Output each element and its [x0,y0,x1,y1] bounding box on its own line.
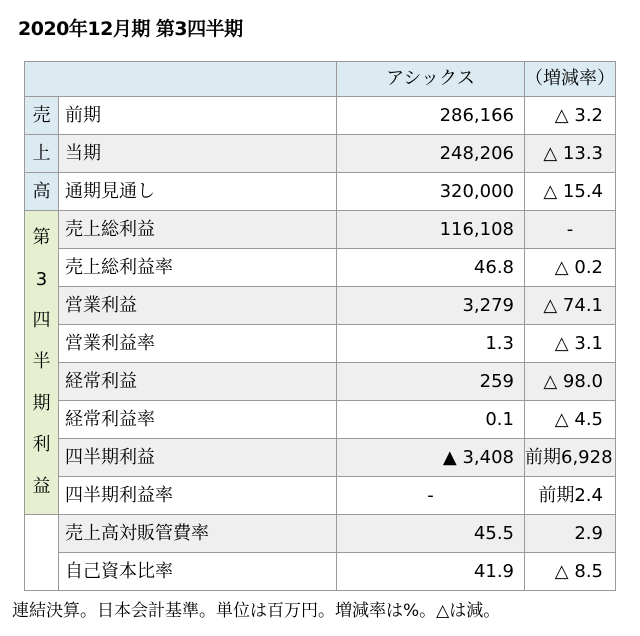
table-row [25,97,616,135]
row-label: 売上総利益 [59,211,337,249]
row-change: 2.9 [525,515,616,553]
header-row [25,62,616,97]
row-label: 営業利益率 [59,325,337,363]
table-row [25,515,616,553]
row-change: △ 0.2 [525,249,616,287]
page-title: 2020年12月期 第3四半期 [18,18,243,40]
row-value: 248,206 [337,135,525,173]
row-value: ▲ 3,408 [337,439,525,477]
row-label: 四半期利益率 [59,477,337,515]
row-value: 1.3 [337,325,525,363]
side-char: 益 [32,475,51,497]
row-label: 四半期利益 [59,439,337,477]
row-change: △ 74.1 [525,287,616,325]
row-label: 前期 [59,97,337,135]
row-value: 3,279 [337,287,525,325]
section-label-blank [25,515,59,591]
row-change: 前期2.4 [525,477,616,515]
row-change: - [525,211,616,249]
row-value: 41.9 [337,553,525,591]
side-char: 売 [25,97,59,135]
row-label: 自己資本比率 [59,553,337,591]
table-row [25,553,616,591]
row-value: 116,108 [337,211,525,249]
header-blank-label [59,62,337,97]
row-change: △ 8.5 [525,553,616,591]
row-label: 当期 [59,135,337,173]
row-label: 売上総利益率 [59,249,337,287]
side-char: 期 [32,392,51,414]
row-label: 売上高対販管費率 [59,515,337,553]
row-change: 前期6,928 [525,439,616,477]
side-char: 上 [25,135,59,173]
table-row [25,135,616,173]
row-value: 46.8 [337,249,525,287]
row-label: 営業利益 [59,287,337,325]
table-row [25,363,616,401]
row-value: 0.1 [337,401,525,439]
side-char: 利 [32,434,51,456]
table-row [25,401,616,439]
side-char: 3 [35,268,48,290]
header-change: （増減率） [525,62,616,97]
row-value: - [337,477,525,515]
table-row [25,173,616,211]
table-row [25,439,616,477]
row-value: 45.5 [337,515,525,553]
side-char: 高 [25,173,59,211]
header-blank [25,62,59,97]
table-row [25,211,616,249]
footnote: 連結決算。日本会計基準。単位は百万円。増減率は%。△は減。 [12,601,501,621]
row-change: △ 15.4 [525,173,616,211]
table-row [25,249,616,287]
side-char: 第 [32,227,51,249]
section-label-q3-profit [25,211,59,515]
row-change: △ 3.1 [525,325,616,363]
row-value: 259 [337,363,525,401]
table-row [25,477,616,515]
side-char: 四 [32,310,51,332]
row-value: 320,000 [337,173,525,211]
row-value: 286,166 [337,97,525,135]
row-label: 通期見通し [59,173,337,211]
row-label: 経常利益 [59,363,337,401]
table-row [25,325,616,363]
row-change: △ 3.2 [525,97,616,135]
row-label: 経常利益率 [59,401,337,439]
row-change: △ 98.0 [525,363,616,401]
financial-table [24,61,616,591]
header-asics: アシックス [337,62,525,97]
row-change: △ 4.5 [525,401,616,439]
table-row [25,287,616,325]
side-char: 半 [32,351,51,373]
row-change: △ 13.3 [525,135,616,173]
